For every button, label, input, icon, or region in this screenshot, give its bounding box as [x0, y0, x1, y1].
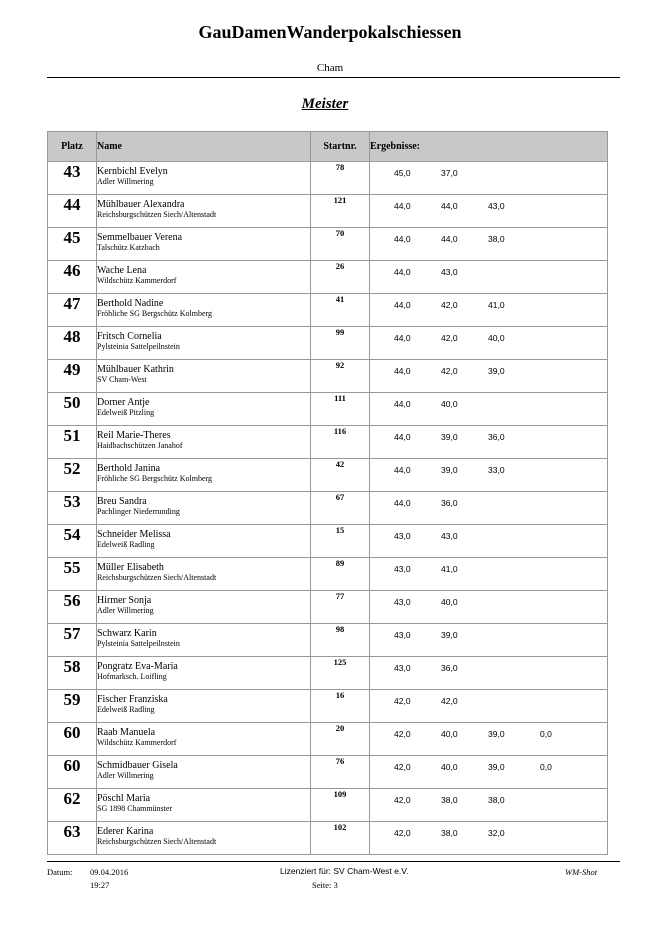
shooter-name: Pongratz Eva-Maria — [97, 661, 178, 672]
score-value: 43,0 — [394, 630, 411, 640]
club-name: Pachlinger Niederrunding — [97, 507, 180, 516]
results-table — [47, 131, 608, 855]
start-number-cell: 89 — [311, 558, 370, 591]
table-row — [48, 624, 608, 657]
score-value: 0,0 — [540, 762, 552, 772]
results-cell — [370, 360, 608, 393]
score-value: 36,0 — [441, 498, 458, 508]
start-number-cell: 77 — [311, 591, 370, 624]
rank-cell: 60 — [48, 723, 97, 756]
score-value: 42,0 — [441, 366, 458, 376]
table-row — [48, 459, 608, 492]
club-name: Adler Willmering — [97, 177, 154, 186]
column-header-startnr: Startnr. — [311, 132, 370, 162]
club-name: Fröhliche SG Bergschütz Kolmberg — [97, 474, 213, 483]
score-value: 42,0 — [394, 762, 411, 772]
name-cell — [97, 261, 311, 294]
score-value: 39,0 — [441, 465, 458, 475]
score-value: 40,0 — [441, 729, 458, 739]
score-value: 43,0 — [441, 267, 458, 277]
rank-cell: 46 — [48, 261, 97, 294]
rank-cell: 63 — [48, 822, 97, 855]
footer-date: 09.04.2016 — [90, 867, 129, 877]
start-number-cell: 102 — [311, 822, 370, 855]
page-title: GauDamenWanderpokalschiessen — [198, 22, 462, 42]
start-number-cell: 20 — [311, 723, 370, 756]
rank-cell: 44 — [48, 195, 97, 228]
score-value: 44,0 — [441, 201, 458, 211]
table-row — [48, 657, 608, 690]
location-subtitle: Cham — [316, 62, 344, 74]
table-header-row — [48, 132, 608, 162]
club-name: Talschütz Katzbach — [97, 243, 160, 252]
table-row — [48, 690, 608, 723]
rank-cell: 49 — [48, 360, 97, 393]
results-cell — [370, 426, 608, 459]
score-value: 42,0 — [441, 696, 458, 706]
shooter-name: Semmelbauer Verena — [97, 232, 183, 243]
name-cell — [97, 525, 311, 558]
section-heading: Meister — [301, 96, 349, 112]
start-number-cell: 76 — [311, 756, 370, 789]
score-value: 39,0 — [488, 729, 505, 739]
club-name: SV Cham-West — [97, 375, 147, 384]
name-cell — [97, 723, 311, 756]
score-value: 39,0 — [441, 630, 458, 640]
score-value: 40,0 — [441, 399, 458, 409]
score-value: 39,0 — [488, 762, 505, 772]
rank-cell: 53 — [48, 492, 97, 525]
club-name: Hofmarksch. Loifling — [97, 672, 167, 681]
table-row — [48, 525, 608, 558]
start-number-cell: 15 — [311, 525, 370, 558]
footer-divider — [47, 861, 620, 862]
results-cell — [370, 162, 608, 195]
score-value: 44,0 — [394, 432, 411, 442]
name-cell — [97, 393, 311, 426]
name-cell — [97, 327, 311, 360]
name-cell — [97, 162, 311, 195]
shooter-name: Raab Manuela — [97, 727, 156, 738]
shooter-name: Fritsch Cornelia — [97, 331, 162, 342]
shooter-name: Hirmer Sonja — [97, 595, 152, 606]
shooter-name: Müller Elisabeth — [97, 562, 164, 573]
start-number-cell: 125 — [311, 657, 370, 690]
results-cell — [370, 261, 608, 294]
results-cell — [370, 327, 608, 360]
score-value: 45,0 — [394, 168, 411, 178]
name-cell — [97, 789, 311, 822]
start-number-cell: 98 — [311, 624, 370, 657]
start-number-cell: 67 — [311, 492, 370, 525]
score-value: 37,0 — [441, 168, 458, 178]
footer-time: 19:27 — [90, 880, 110, 890]
name-cell — [97, 459, 311, 492]
name-cell — [97, 756, 311, 789]
score-value: 43,0 — [394, 564, 411, 574]
club-name: Reichsburgschützen Siech/Altenstadt — [97, 837, 217, 846]
table-row — [48, 558, 608, 591]
shooter-name: Dorner Antje — [97, 397, 150, 408]
table-row — [48, 789, 608, 822]
table-row — [48, 756, 608, 789]
club-name: SG 1898 Chammünster — [97, 804, 173, 813]
score-value: 40,0 — [441, 597, 458, 607]
table-row — [48, 426, 608, 459]
name-cell — [97, 690, 311, 723]
start-number-cell: 109 — [311, 789, 370, 822]
name-cell — [97, 558, 311, 591]
shooter-name: Kernbichl Evelyn — [97, 166, 168, 177]
score-value: 0,0 — [540, 729, 552, 739]
results-cell — [370, 558, 608, 591]
name-cell — [97, 492, 311, 525]
score-value: 43,0 — [394, 597, 411, 607]
score-value: 36,0 — [441, 663, 458, 673]
score-value: 44,0 — [394, 201, 411, 211]
score-value: 39,0 — [488, 366, 505, 376]
score-value: 32,0 — [488, 828, 505, 838]
start-number-cell: 116 — [311, 426, 370, 459]
score-value: 39,0 — [441, 432, 458, 442]
rank-cell: 54 — [48, 525, 97, 558]
table-row — [48, 195, 608, 228]
table-row — [48, 261, 608, 294]
score-value: 43,0 — [394, 531, 411, 541]
start-number-cell: 121 — [311, 195, 370, 228]
shooter-name: Breu Sandra — [97, 496, 147, 507]
club-name: Pylsteinia Sattelpeilnstein — [97, 342, 180, 351]
score-value: 44,0 — [441, 234, 458, 244]
start-number-cell: 42 — [311, 459, 370, 492]
score-value: 33,0 — [488, 465, 505, 475]
results-cell — [370, 459, 608, 492]
results-cell — [370, 822, 608, 855]
table-row — [48, 327, 608, 360]
table-row — [48, 228, 608, 261]
club-name: Adler Willmering — [97, 771, 154, 780]
shooter-name: Schwarz Karin — [97, 628, 157, 639]
score-value: 44,0 — [394, 333, 411, 343]
header-divider — [47, 77, 620, 78]
rank-cell: 60 — [48, 756, 97, 789]
name-cell — [97, 195, 311, 228]
table-row — [48, 591, 608, 624]
rank-cell: 48 — [48, 327, 97, 360]
score-value: 41,0 — [441, 564, 458, 574]
club-name: Wildschütz Kammerdorf — [97, 276, 177, 285]
rank-cell: 47 — [48, 294, 97, 327]
results-cell — [370, 690, 608, 723]
score-value: 43,0 — [441, 531, 458, 541]
start-number-cell: 92 — [311, 360, 370, 393]
club-name: Adler Willmering — [97, 606, 154, 615]
results-cell — [370, 228, 608, 261]
results-cell — [370, 591, 608, 624]
results-cell — [370, 789, 608, 822]
results-cell — [370, 393, 608, 426]
start-number-cell: 41 — [311, 294, 370, 327]
start-number-cell: 78 — [311, 162, 370, 195]
score-value: 40,0 — [441, 762, 458, 772]
score-value: 42,0 — [441, 333, 458, 343]
start-number-cell: 26 — [311, 261, 370, 294]
score-value: 38,0 — [488, 234, 505, 244]
score-value: 43,0 — [394, 663, 411, 673]
club-name: Edelweiß Radling — [97, 705, 155, 714]
table-row — [48, 360, 608, 393]
score-value: 42,0 — [441, 300, 458, 310]
table-row — [48, 162, 608, 195]
start-number-cell: 70 — [311, 228, 370, 261]
score-value: 44,0 — [394, 465, 411, 475]
rank-cell: 58 — [48, 657, 97, 690]
results-cell — [370, 723, 608, 756]
shooter-name: Mühlbauer Kathrin — [97, 364, 174, 375]
club-name: Haidbachschützen Janahof — [97, 441, 183, 450]
club-name: Reichsburgschützen Siech/Altenstadt — [97, 210, 217, 219]
table-row — [48, 492, 608, 525]
shooter-name: Schneider Melissa — [97, 529, 171, 540]
rank-cell: 56 — [48, 591, 97, 624]
column-header-ergebnisse: Ergebnisse: — [370, 132, 608, 162]
results-cell — [370, 492, 608, 525]
name-cell — [97, 624, 311, 657]
name-cell — [97, 426, 311, 459]
footer-date-label: Datum: — [47, 867, 73, 877]
results-cell — [370, 294, 608, 327]
club-name: Edelweiß Radling — [97, 540, 155, 549]
shooter-name: Pöschl Maria — [97, 793, 151, 804]
score-value: 38,0 — [488, 795, 505, 805]
score-value: 38,0 — [441, 828, 458, 838]
score-value: 44,0 — [394, 300, 411, 310]
rank-cell: 45 — [48, 228, 97, 261]
shooter-name: Mühlbauer Alexandra — [97, 199, 185, 210]
name-cell — [97, 228, 311, 261]
name-cell — [97, 360, 311, 393]
shooter-name: Berthold Janina — [97, 463, 161, 474]
score-value: 44,0 — [394, 234, 411, 244]
score-value: 40,0 — [488, 333, 505, 343]
name-cell — [97, 822, 311, 855]
rank-cell: 51 — [48, 426, 97, 459]
score-value: 44,0 — [394, 267, 411, 277]
footer-license: Lizenziert für: SV Cham-West e.V. — [280, 866, 409, 876]
footer-page-number: Seite: 3 — [312, 880, 338, 890]
rank-cell: 43 — [48, 162, 97, 195]
club-name: Wildschütz Kammerdorf — [97, 738, 177, 747]
column-header-name: Name — [97, 132, 311, 162]
shooter-name: Schmidbauer Gisela — [97, 760, 178, 771]
footer-brand: WM-Shot — [565, 867, 598, 877]
results-cell — [370, 756, 608, 789]
shooter-name: Reil Marie-Theres — [97, 430, 171, 441]
score-value: 42,0 — [394, 696, 411, 706]
shooter-name: Ederer Karina — [97, 826, 154, 837]
rank-cell: 62 — [48, 789, 97, 822]
score-value: 38,0 — [441, 795, 458, 805]
start-number-cell: 99 — [311, 327, 370, 360]
club-name: Pylsteinia Sattelpeilnstein — [97, 639, 180, 648]
shooter-name: Wache Lena — [97, 265, 147, 276]
results-cell — [370, 525, 608, 558]
score-value: 42,0 — [394, 729, 411, 739]
column-header-platz: Platz — [48, 132, 97, 162]
name-cell — [97, 591, 311, 624]
score-value: 42,0 — [394, 828, 411, 838]
start-number-cell: 16 — [311, 690, 370, 723]
start-number-cell: 111 — [311, 393, 370, 426]
score-value: 44,0 — [394, 399, 411, 409]
score-value: 41,0 — [488, 300, 505, 310]
rank-cell: 57 — [48, 624, 97, 657]
table-row — [48, 822, 608, 855]
rank-cell: 50 — [48, 393, 97, 426]
table-row — [48, 294, 608, 327]
shooter-name: Fischer Franziska — [97, 694, 168, 705]
name-cell — [97, 294, 311, 327]
table-row — [48, 393, 608, 426]
results-cell — [370, 624, 608, 657]
club-name: Edelweiß Pitzling — [97, 408, 155, 417]
score-value: 43,0 — [488, 201, 505, 211]
name-cell — [97, 657, 311, 690]
club-name: Fröhliche SG Bergschütz Kolmberg — [97, 309, 213, 318]
rank-cell: 59 — [48, 690, 97, 723]
club-name: Reichsburgschützen Siech/Altenstadt — [97, 573, 217, 582]
results-cell — [370, 195, 608, 228]
rank-cell: 55 — [48, 558, 97, 591]
score-value: 44,0 — [394, 366, 411, 376]
results-cell — [370, 657, 608, 690]
table-row — [48, 723, 608, 756]
score-value: 42,0 — [394, 795, 411, 805]
score-value: 36,0 — [488, 432, 505, 442]
rank-cell: 52 — [48, 459, 97, 492]
score-value: 44,0 — [394, 498, 411, 508]
shooter-name: Berthold Nadine — [97, 298, 164, 309]
